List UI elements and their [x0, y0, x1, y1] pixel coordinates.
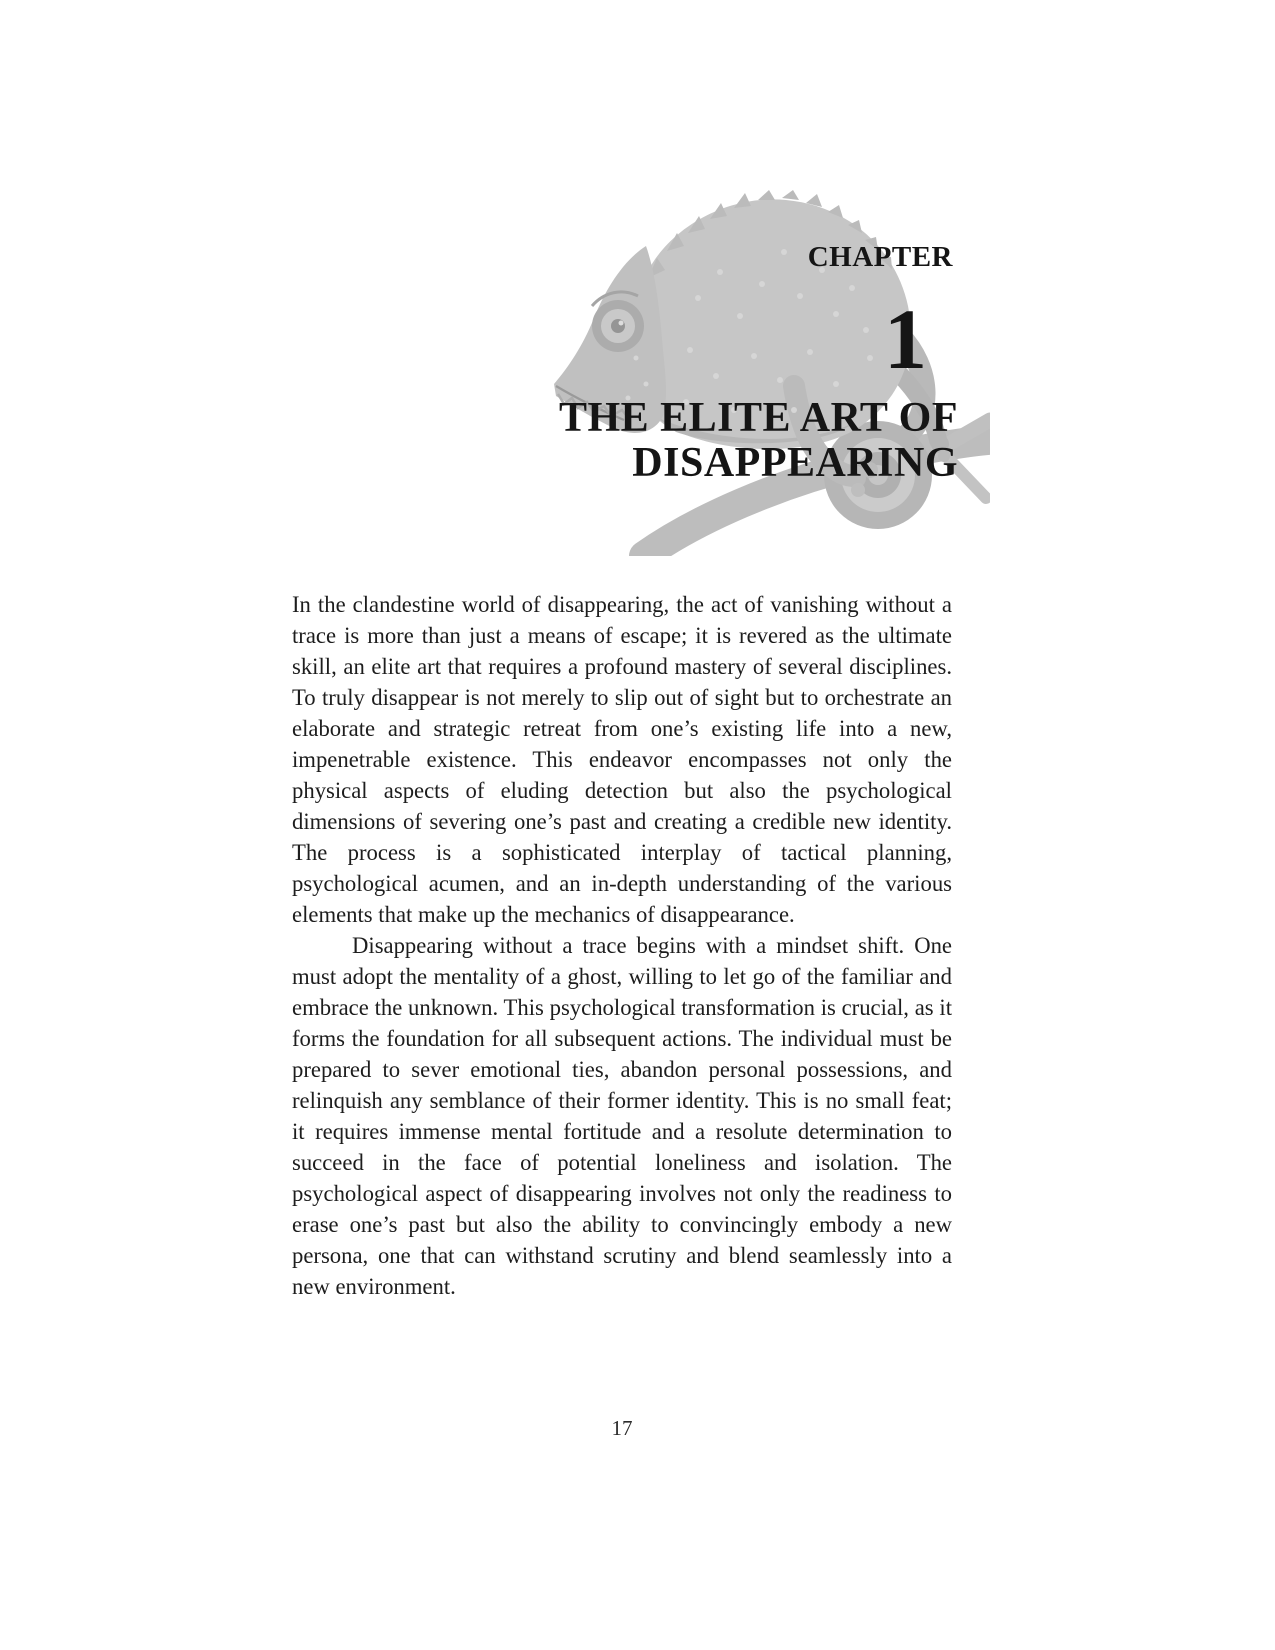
chapter-title-line1: THE ELITE ART OF: [558, 395, 958, 441]
chapter-title: [559, 396, 958, 486]
paragraph-2: Disappearing without a trace begins with a mindset shift. One must adopt the mentality of a ghost, willing to let go of the familiar and embrace the unknown. This psychological transformation is crucial, as it forms the foundation for all subsequent actions. The individual must be prepared to sever emotional ties, abandon personal possessions, and relinquish any semblance of their former identity. This is no small feat; it requires immense mental fortitude and a resolute determination to succeed in the face of potential loneliness and isolation. The psychological aspect of disappearing involves not only the readiness to erase one’s past but also the ability to convincingly embody a new persona, one that can withstand scrutiny and blend seamlessly into a new environment.: [292, 933, 952, 1299]
body-text: [292, 589, 952, 1302]
chapter-title-line2: DISAPPEARING: [632, 440, 958, 486]
chapter-number: 1: [884, 291, 927, 387]
paragraph-1: In the clandestine world of disappearing, the act of vanishing without a trace is more than just a means of escape; it is revered as the ultimate skill, an elite art that requires a profound mastery of several disciplines. To truly disappear is not merely to slip out of sight but to orchestrate an elaborate and strategic retreat from one’s existing life into a new, impenetrable existence. This endeavor encompasses not only the physical aspects of eluding detection but also the psychological dimensions of severing one’s past and creating a credible new identity. The process is a sophisticated interplay of tactical planning, psychological acumen, and an in-depth understanding of the various elements that make up the mechanics of disappearance.: [292, 592, 952, 927]
chapter-label: CHAPTER: [807, 241, 953, 273]
page-number: 17: [611, 1416, 633, 1440]
chapter-header: [0, 0, 1275, 560]
